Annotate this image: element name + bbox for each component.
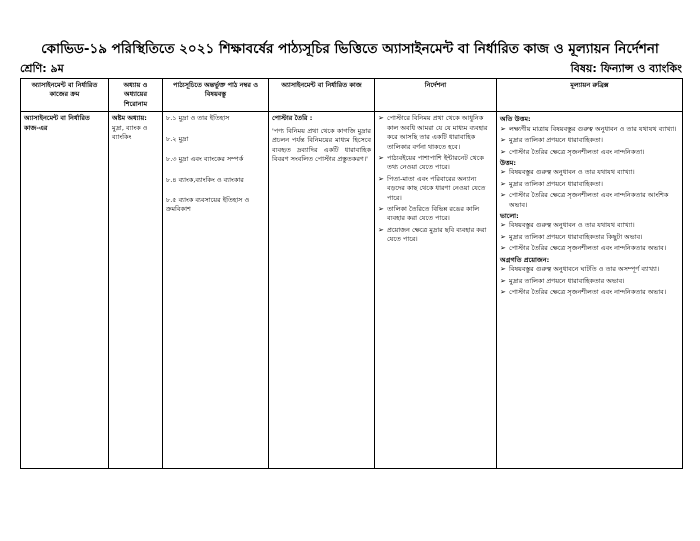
cell-assignment — [269, 112, 375, 469]
arrow-bullet-icon: ➢ — [378, 205, 384, 214]
rubric-text: বিষয়বস্তুর গুরুত্ব অনুধাবন ও তার যথাযথ ব্যাখ্যা। — [509, 168, 635, 177]
rubric-item — [500, 265, 679, 274]
arrow-bullet-icon: ➢ — [378, 174, 384, 183]
instruction-item — [378, 175, 493, 203]
rubric-text: মুদ্রার তালিকা প্রণয়নে ধারাবাহিকতার অভাব। — [509, 276, 625, 285]
arrow-bullet-icon: ➢ — [378, 153, 384, 162]
instruction-item — [378, 205, 493, 224]
rubric-item — [500, 221, 679, 230]
lesson-item: ৮.২ মুদ্রা — [166, 134, 189, 143]
table-header-row — [21, 79, 683, 112]
assignment-text: 'পণ্য বিনিময় প্রথা থেকে কাগজি মুদ্রার প্রচলন পর্যন্ত বিনিময়ের মাধ্যম হিসেবে ব্যবহৃত দ্রব্যাদির একটি ধারাবাহিক বিবরণ সংবলিত পোস্টার প্রস্তুতকরণ।' — [272, 126, 371, 163]
rubric-item — [500, 148, 679, 157]
arrow-bullet-icon: ➢ — [500, 191, 506, 200]
cell-instructions — [375, 112, 497, 469]
rubric-text: পোস্টার তৈরির ক্ষেত্রে সৃজনশীলতা এবং নান্দনিকতা। — [509, 147, 645, 156]
cell-rubrics — [497, 112, 683, 469]
instruction-item — [378, 154, 493, 173]
instruction-text: পাঠ্যবইয়ের পাশাপাশি ইন্টারনেট থেকে তথ্য নেওয়া যেতে পারে। — [387, 153, 484, 172]
rubric-item — [500, 180, 679, 189]
chapter-label: অষ্টম অধ্যায়: — [112, 114, 147, 123]
cell-lessons — [163, 112, 269, 469]
rubric-item — [500, 168, 679, 177]
header-chapter: অধ্যায় ও অধ্যায়ের শিরোনাম — [109, 79, 163, 112]
instruction-text: পোস্টারে বিনিময় প্রথা থেকে আধুনিক কাল অবধি আমরা যে যে মাধ্যম ব্যবহার করে আসছি তার একটি ধারাবাহিক তালিকার বর্ণনা থাকতে হবে। — [387, 114, 488, 151]
rubric-item — [500, 288, 679, 297]
rubric-text: লক্ষ্যণীয় মাত্রায় বিষয়বস্তুর গুরুত্ব অনুধাবন ও তার যথাযথ ব্যাখ্যা। — [509, 124, 677, 133]
cell-serial — [21, 112, 109, 469]
instruction-text: প্রয়োজন ক্ষেত্রে মুদ্রার ছবি ব্যবহার করা যেতে পারে। — [387, 225, 487, 244]
rubric-item — [500, 244, 679, 253]
arrow-bullet-icon: ➢ — [500, 136, 506, 145]
instruction-item — [378, 114, 493, 152]
rubric-item — [500, 233, 679, 242]
rubric-text: মুদ্রার তালিকা প্রণয়নে ধারাবাহিকতা। — [509, 179, 603, 188]
instruction-item — [378, 226, 493, 245]
rubric-group-excellent — [500, 115, 679, 157]
rubric-text: বিষয়বস্তুর গুরুত্ব অনুধাবন ও তার যথাযথ ব্যাখ্যা। — [509, 221, 635, 230]
page-title: কোভিড-১৯ পরিস্থিতিতে ২০২১ শিক্ষাবর্ষের পাঠ্যসূচির ভিত্তিতে অ্যাসাইনমেন্ট বা নির্ধারিত কাজ ও মূল্যায়ন নির্দেশনা — [41, 41, 659, 57]
arrow-bullet-icon: ➢ — [500, 265, 506, 274]
arrow-bullet-icon: ➢ — [500, 168, 506, 177]
rubric-group-needs-improvement — [500, 256, 679, 298]
arrow-bullet-icon: ➢ — [500, 244, 506, 253]
rubric-group-good — [500, 212, 679, 254]
serial-text: অ্যাসাইনমেন্ট বা নির্ধারিত কাজ-এর — [24, 114, 90, 132]
lesson-item: ৮.৫ ব্যাংক ব্যবসায়ের ইতিহাস ও ক্রমবিকাশ — [166, 195, 250, 214]
arrow-bullet-icon: ➢ — [378, 114, 384, 123]
rubric-text: পোস্টার তৈরির ক্ষেত্রে সৃজনশীলতা এবং নান্দনিকতার আংশিক অভাব। — [509, 191, 669, 209]
arrow-bullet-icon: ➢ — [500, 221, 506, 230]
rubric-text: মুদ্রার তালিকা প্রণয়নে ধারাবাহিকতা। — [509, 136, 603, 145]
rubric-text: বিষয়বস্তুর গুরুত্ব অনুধাবনে ঘাটতি ও তার অসম্পূর্ণ ব্যাখ্যা। — [509, 265, 660, 274]
lesson-item: ৮.৩ মুদ্রা এবং ব্যাংকের সম্পর্ক — [166, 155, 244, 164]
meta-row — [20, 60, 682, 76]
assignment-table — [20, 78, 683, 469]
rubric-item — [500, 125, 679, 134]
header-lessons: পাঠ্যসূচিতে অন্তর্ভুক্ত পাঠ নম্বর ও বিষয়বস্তু — [163, 79, 269, 112]
arrow-bullet-icon: ➢ — [500, 276, 506, 285]
lesson-item: ৮.৪ ব্যাংক,ব্যাংকিং ও ব্যাংকার — [166, 175, 244, 184]
rubric-group-very-good — [500, 159, 679, 210]
arrow-bullet-icon: ➢ — [500, 179, 506, 188]
lesson-item: ৮.১ মুদ্রা ও তার ইতিহাস — [166, 114, 230, 123]
rubric-item — [500, 191, 679, 210]
cell-chapter — [109, 112, 163, 469]
rubric-title: উত্তম: — [500, 158, 516, 167]
class-label: শ্রেণি: ৯ম — [20, 62, 64, 75]
chapter-title: মুদ্রা, ব্যাংক ও ব্যাংকিং — [112, 123, 148, 142]
assignment-label: পোস্টার তৈরি : — [272, 114, 313, 123]
arrow-bullet-icon: ➢ — [500, 124, 506, 133]
rubric-title: ভালো: — [500, 212, 519, 221]
table-row — [21, 112, 683, 469]
rubric-item — [500, 136, 679, 145]
rubric-title: অগ্রগতি প্রয়োজন: — [500, 255, 550, 264]
arrow-bullet-icon: ➢ — [500, 288, 506, 297]
rubric-item — [500, 277, 679, 286]
instruction-list — [378, 114, 493, 244]
rubric-text: পোস্টার তৈরির ক্ষেত্রে সৃজনশীলতা এবং নান্দনিকতার অভাব। — [509, 288, 667, 297]
header-rubrics: মূল্যায়ন রুব্রিক্স — [497, 79, 683, 112]
arrow-bullet-icon: ➢ — [500, 147, 506, 156]
instruction-text: তালিকা তৈরিতে বিভিন্ন রঙের কালি ব্যবহার করা যেতে পারে। — [387, 205, 480, 223]
header-assignment: অ্যাসাইনমেন্ট বা নির্ধারিত কাজ — [269, 79, 375, 112]
subject-label: বিষয়: ফিন্যান্স ও ব্যাংকিং — [570, 62, 682, 75]
header-serial: অ্যাসাইনমেন্ট বা নির্ধারিত কাজের ক্রম — [21, 79, 109, 112]
arrow-bullet-icon: ➢ — [378, 225, 384, 234]
header-instructions: নির্দেশনা — [375, 79, 497, 112]
rubric-title: অতি উত্তম: — [500, 115, 531, 124]
rubric-text: মুদ্রার তালিকা প্রণয়নে ধারাবাহিকতার কিছুটা অভাব। — [509, 232, 643, 241]
rubric-text: পোস্টার তৈরির ক্ষেত্রে সৃজনশীলতা এবং নান্দনিকতার অভাব। — [509, 244, 667, 253]
arrow-bullet-icon: ➢ — [500, 232, 506, 241]
instruction-text: পিতা-মাতা এবং পরিবারের অন্যান্য বড়দের কাছ থেকে ধারণা নেওয়া যেতে পারে। — [387, 174, 486, 202]
